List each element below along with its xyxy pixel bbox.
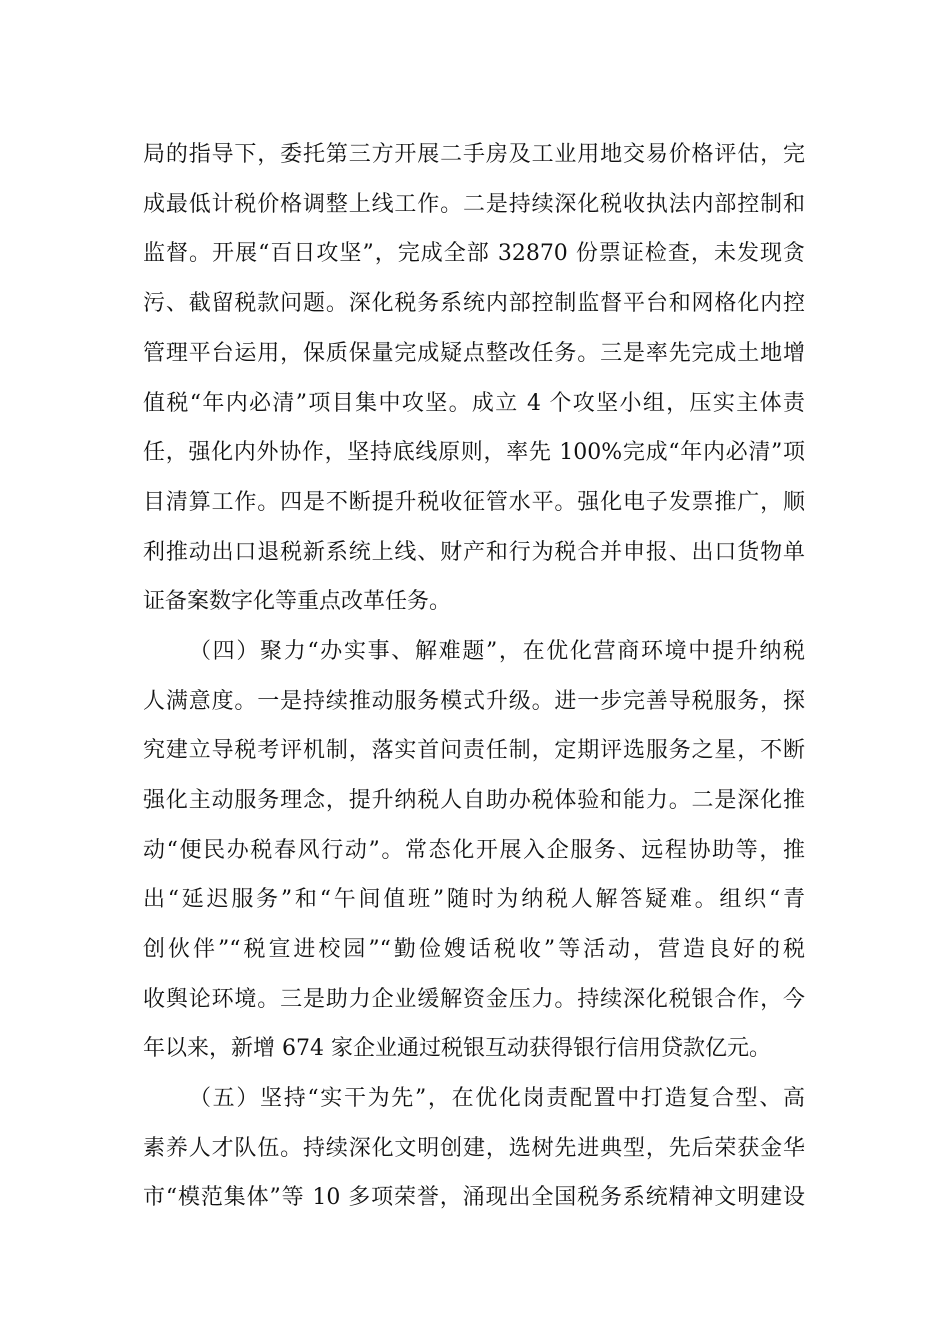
text-line: 利推动出口退税新系统上线、财产和行为税合并申报、出口货物单: [143, 540, 805, 565]
text-line: 污、截留税款问题。深化税务系统内部控制监督平台和网格化内控: [143, 291, 805, 316]
text-line: 监督。开展“百日攻坚”，完成全部 32870 份票证检查，未发现贪: [143, 241, 805, 266]
section-heading-line: （五）坚持“实干为先”，在优化岗责配置中打造复合型、高: [189, 1086, 805, 1111]
text-line: 管理平台运用，保质保量完成疑点整改任务。三是率先完成土地增: [143, 341, 805, 366]
text-line: 年以来，新增 674 家企业通过税银互动获得银行信用贷款亿元。: [143, 1036, 771, 1061]
text-line: 强化主动服务理念，提升纳税人自助办税体验和能力。二是深化推: [143, 788, 805, 813]
text-line: 收舆论环境。三是助力企业缓解资金压力。持续深化税银合作，今: [143, 987, 805, 1012]
text-line: 任，强化内外协作，坚持底线原则，率先 100%完成“年内必清”项: [143, 440, 805, 465]
section-heading-line: （四）聚力“办实事、解难题”，在优化营商环境中提升纳税: [189, 639, 805, 664]
text-line: 动“便民办税春风行动”。常态化开展入企服务、远程协助等，推: [143, 838, 805, 863]
text-line: 局的指导下，委托第三方开展二手房及工业用地交易价格评估，完: [143, 142, 805, 167]
text-line: 究建立导税考评机制，落实首问责任制，定期评选服务之星，不断: [143, 738, 805, 763]
text-line: 市“模范集体”等 10 多项荣誉，涌现出全国税务系统精神文明建设: [143, 1185, 805, 1210]
text-line: 出“延迟服务”和“午间值班”随时为纳税人解答疑难。组织“青: [143, 887, 805, 912]
text-line: 值税“年内必清”项目集中攻坚。成立 4 个攻坚小组，压实主体责: [143, 391, 805, 416]
text-line: 素养人才队伍。持续深化文明创建，选树先进典型，先后荣获金华: [143, 1136, 805, 1161]
text-line: 人满意度。一是持续推动服务模式升级。进一步完善导税服务，探: [143, 689, 805, 714]
text-line: 目清算工作。四是不断提升税收征管水平。强化电子发票推广，顺: [143, 490, 805, 515]
text-line: 成最低计税价格调整上线工作。二是持续深化税收执法内部控制和: [143, 192, 805, 217]
text-line: 证备案数字化等重点改革任务。: [143, 589, 452, 614]
text-line: 创伙伴”“税宣进校园”“勤俭嫂话税收”等活动，营造良好的税: [143, 937, 805, 962]
